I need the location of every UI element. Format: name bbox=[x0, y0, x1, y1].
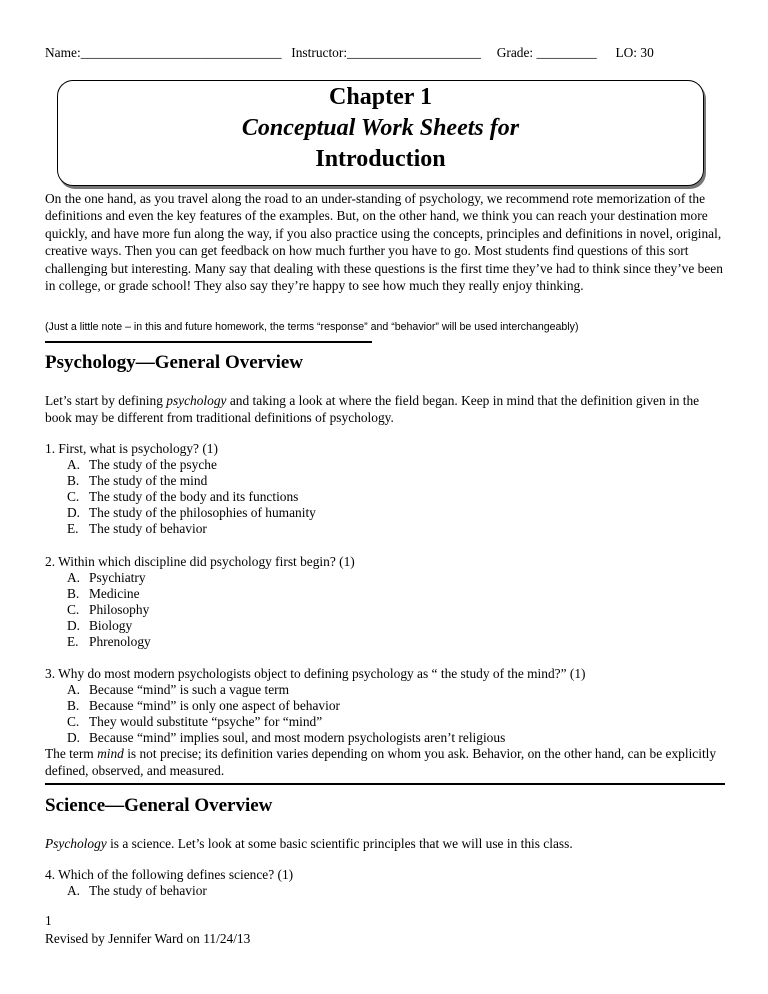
chapter-subtitle: Conceptual Work Sheets for bbox=[241, 115, 520, 141]
chapter-topic: Introduction bbox=[315, 146, 446, 172]
option: E. Phrenology bbox=[67, 634, 151, 649]
page-number: 1 bbox=[45, 913, 52, 928]
terminology-note: (Just a little note – in this and future homework, the terms “response” and “behavior” will be used interchangeably) bbox=[45, 321, 579, 333]
chapter-title: Chapter 1 bbox=[329, 84, 432, 110]
section-intro-psychology: Let’s start by defining psychology and taking a look at where the field began. Keep in mind that the definition given in the book may be different from traditional definitions of psychology. bbox=[45, 393, 700, 426]
question-3-options bbox=[67, 682, 505, 746]
option: B. Medicine bbox=[67, 586, 140, 601]
option: C. Philosophy bbox=[67, 602, 150, 617]
instructor-field: Instructor:____________________ bbox=[291, 45, 481, 60]
section-intro-science: Psychology is a science. Let’s look at some basic scientific principles that we will use in this class. bbox=[45, 836, 573, 851]
section-divider bbox=[45, 341, 372, 343]
section-heading-psychology: Psychology—General Overview bbox=[45, 352, 304, 373]
option: A. The study of behavior bbox=[67, 883, 207, 898]
section-divider bbox=[45, 783, 725, 785]
option: D. The study of the philosophies of humanity bbox=[67, 505, 316, 520]
question-2: 2. Within which discipline did psychology first begin? (1) bbox=[45, 554, 355, 569]
intro-paragraph: On the one hand, as you travel along the road to an under-standing of psychology, we recommend rote memorization of the definitions and even the key features of the examples. But, on the other hand, we think you can reach your destination more quickly, and have more fun along the way, if you also practice using the concepts, principles and definitions in novel, original, creative ways. Then you can get feedback on how much further you have to go. Most students find questions of this sort challenging but interesting. Many say that dealing with these questions is the first time they’ve had to think since they’ve been in college, or grade school! They also say they’re happy to see how much they really enjoy thinking. bbox=[45, 191, 723, 294]
option: C. They would substitute “psyche” for “mind” bbox=[67, 714, 323, 729]
option: E. The study of behavior bbox=[67, 521, 207, 536]
question-2-options bbox=[67, 570, 151, 650]
name-field: Name:______________________________ bbox=[45, 45, 282, 60]
question-1-options bbox=[67, 457, 316, 537]
grade-field: Grade: _________ bbox=[496, 45, 597, 60]
mind-note-paragraph: The term mind is not precise; its definition varies depending on whom you ask. Behavior, on the other hand, can be explicitly defined, observed, and measured. bbox=[45, 746, 717, 779]
title-box bbox=[57, 80, 704, 186]
option: B. The study of the mind bbox=[67, 473, 208, 488]
revision-note: Revised by Jennifer Ward on 11/24/13 bbox=[45, 931, 251, 946]
section-heading-science: Science—General Overview bbox=[45, 795, 273, 816]
option: A. The study of the psyche bbox=[67, 457, 217, 472]
option: A. Psychiatry bbox=[67, 570, 146, 585]
lo-label: LO: 30 bbox=[615, 45, 654, 60]
option: B. Because “mind” is only one aspect of behavior bbox=[67, 698, 340, 713]
option: D. Biology bbox=[67, 618, 133, 633]
option: A. Because “mind” is such a vague term bbox=[67, 682, 290, 697]
question-4: 4. Which of the following defines science? (1) bbox=[45, 867, 294, 882]
question-3: 3. Why do most modern psychologists object to defining psychology as “ the study of the mind?” (1) bbox=[45, 666, 586, 681]
question-1: 1. First, what is psychology? (1) bbox=[45, 441, 218, 456]
header-fields bbox=[45, 45, 725, 61]
option: C. The study of the body and its functions bbox=[67, 489, 299, 504]
option: D. Because “mind” implies soul, and most modern psychologists aren’t religious bbox=[67, 730, 506, 745]
question-4-options bbox=[67, 883, 207, 899]
